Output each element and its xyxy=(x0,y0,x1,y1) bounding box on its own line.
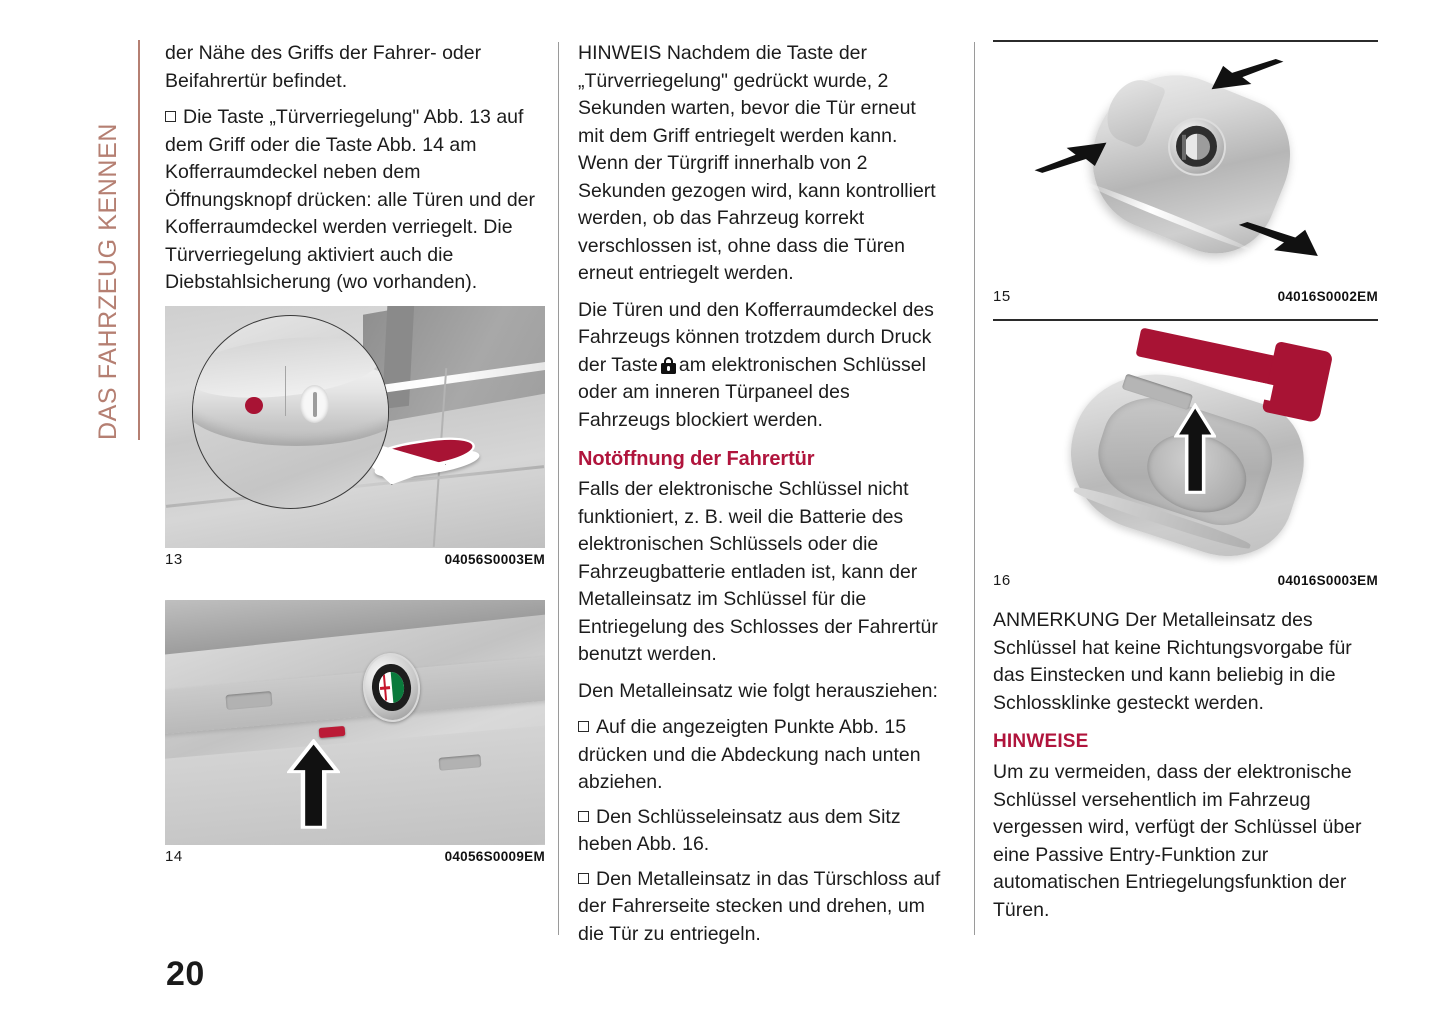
procedure-step-2 xyxy=(578,804,946,859)
arrow-up-icon xyxy=(287,739,340,830)
arrow-up-right-icon xyxy=(1032,134,1109,173)
column-divider-right xyxy=(974,42,975,935)
figure-15-code: 04016S0002EM xyxy=(1277,289,1378,304)
figure-15-caption xyxy=(993,285,1378,305)
figure-15-image xyxy=(993,42,1378,285)
key-fob-tip xyxy=(1099,72,1166,149)
figure-16-number: 16 xyxy=(993,572,1011,589)
key-fob-seam xyxy=(1084,180,1251,252)
figure-14-image xyxy=(165,600,545,845)
section-tab xyxy=(86,40,140,440)
remark-paragraph: ANMERKUNG Der Metalleinsatz des Schlüssel hat keine Richtungsvorgabe für das Einstecken und kann beliebig in die Schlossklinke gesteckt werden. xyxy=(993,609,1352,714)
step-3-text: Den Metalleinsatz in das Türschloss auf der Fahrerseite stecken und drehen, um die Tür zu entriegeln. xyxy=(578,867,941,945)
lock-button-paragraph xyxy=(578,297,946,435)
key-insert-shaft xyxy=(1136,328,1289,387)
column-left xyxy=(165,40,545,865)
figure-16-code: 04016S0003EM xyxy=(1277,573,1378,588)
figure-16-caption xyxy=(993,569,1378,589)
lock-paragraph-after: am elektronischen Schlüssel oder am inneren Türpaneel des Fahrzeugs blockiert werden. xyxy=(578,353,926,431)
paragraph-continuation: der Nähe des Griffs der Fahrer- oder Beifahrertür befindet. xyxy=(165,42,482,92)
section-heading-emergency-opening: Notöffnung der Fahrertür xyxy=(578,448,815,470)
column-middle xyxy=(578,40,946,955)
trunk-lock-button-icon xyxy=(319,726,346,738)
arrow-down-left-icon xyxy=(1209,59,1286,98)
step-1-text: Auf die angezeigten Punkte Abb. 15 drücken und die Abdeckung nach unten abziehen. xyxy=(578,716,921,793)
procedure-step-3 xyxy=(578,866,946,949)
badge-right-half xyxy=(390,671,405,703)
key-insert-head xyxy=(1262,341,1333,423)
magnified-detail-circle xyxy=(192,315,390,509)
figure-13-number: 13 xyxy=(165,550,183,568)
figure-14-code: 04056S0009EM xyxy=(444,848,545,864)
figure-16-image xyxy=(993,321,1378,569)
alfa-romeo-badge-icon xyxy=(1168,118,1226,176)
square-bullet-icon xyxy=(578,873,589,884)
figure-13-image xyxy=(165,306,545,548)
magnified-handle-divider xyxy=(285,366,287,416)
figure-16 xyxy=(993,319,1378,589)
notice-heading: HINWEISE xyxy=(993,731,1089,752)
procedure-step-1 xyxy=(578,714,946,797)
section-tab-rule xyxy=(138,40,140,440)
figure-14-caption xyxy=(165,845,545,865)
lock-icon xyxy=(661,357,676,374)
emergency-opening-paragraph: Falls der elektronische Schlüssel nicht funktioniert, z. B. weil die Batterie des elektronischen Schlüssels oder die Fahrzeugbatterie entladen ist, kann der Metalleinsatz im Schlüssel für die Entriegelung des Schlosses der Fahrertür benutzt werden. xyxy=(578,478,938,665)
figure-15 xyxy=(993,40,1378,305)
column-right xyxy=(993,40,1378,933)
figure-13 xyxy=(165,306,545,568)
column-divider-left xyxy=(558,42,559,935)
badge-inner xyxy=(377,671,405,704)
note-paragraph: HINWEIS Nachdem die Taste der „Türverriegelung" gedrückt wurde, 2 Sekunden warten, bevor die Tür erneut mit dem Griff entriegelt werden kann. Wenn der Türgriff innerhalb von 2 Sekunden gezogen wird, kann kontrolliert werden, ob das Fahrzeug korrekt verschlossen ist, ohne dass die Türen erneut entriegelt werden. xyxy=(578,42,936,284)
badge-inner xyxy=(1184,134,1210,160)
lock-paragraph-before: Die Türen und den Kofferraumdeckel des Fahrzeugs können trotzdem durch Druck der Taste xyxy=(578,298,934,376)
procedure-intro: Den Metalleinsatz wie folgt herausziehen: xyxy=(578,679,938,702)
figure-14 xyxy=(165,600,545,865)
figure-15-number: 15 xyxy=(993,288,1011,305)
page-number: 20 xyxy=(166,955,205,993)
square-bullet-icon xyxy=(165,111,176,122)
arrow-up-icon xyxy=(1174,403,1216,495)
figure-14-number: 14 xyxy=(165,847,183,865)
square-bullet-icon xyxy=(578,811,589,822)
key-insert-notch xyxy=(1251,381,1273,401)
figure-13-code: 04056S0003EM xyxy=(444,551,545,567)
figure-13-caption xyxy=(165,548,545,568)
notice-paragraph: Um zu vermeiden, dass der elektronische Schlüssel versehentlich im Fahrzeug vergessen wird, verfügt der Schlüssel über eine Passive Entry-Funktion zur automatischen Entriegelungsfunktion der Türen. xyxy=(993,761,1362,921)
badge-cross xyxy=(1182,135,1186,160)
bullet-text: Die Taste „Türverriegelung" Abb. 13 auf dem Griff oder die Taste Abb. 14 am Kofferraumdeckel neben dem Öffnungsknopf drücken: alle Türen und der Kofferraumdeckel werden verriegelt. Die Türverriegelung aktiviert auch die Diebstahlsicherung (wo vorhanden). xyxy=(165,106,536,293)
step-2-text: Den Schlüsseleinsatz aus dem Sitz heben Abb. 16. xyxy=(578,805,901,855)
section-tab-label: DAS FAHRZEUG KENNEN xyxy=(94,122,122,440)
door-lock-button-icon xyxy=(245,397,263,414)
bullet-door-lock-button xyxy=(165,104,545,297)
square-bullet-icon xyxy=(578,721,589,732)
arrow-down-right-icon xyxy=(1236,222,1321,266)
